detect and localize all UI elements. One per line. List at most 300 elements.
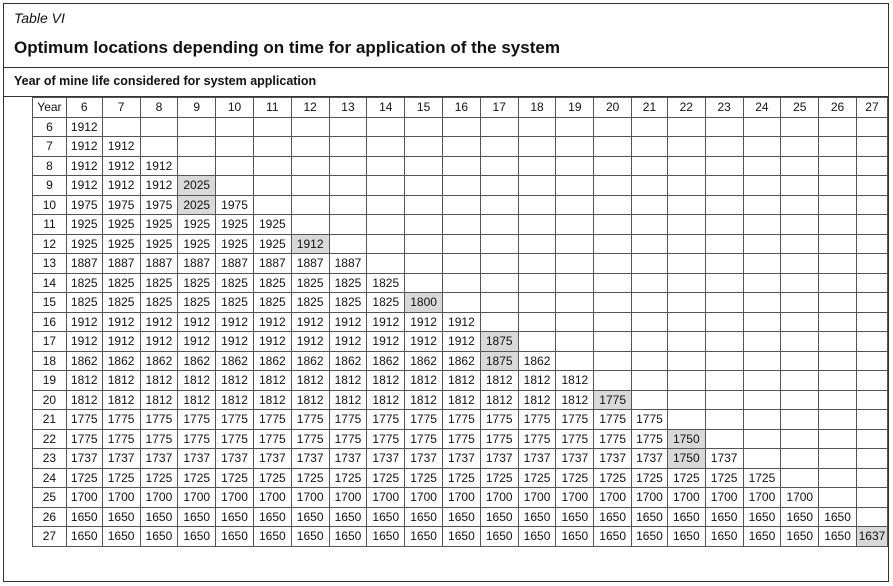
value-cell: 1725 — [367, 468, 405, 488]
column-header-12: 12 — [291, 98, 329, 118]
row-year-cell: 23 — [33, 449, 67, 469]
empty-cell — [632, 215, 668, 235]
empty-cell — [705, 351, 743, 371]
empty-cell — [480, 234, 518, 254]
empty-cell — [329, 156, 367, 176]
value-cell: 1825 — [140, 293, 178, 313]
value-cell: 1825 — [253, 293, 291, 313]
empty-cell — [518, 156, 556, 176]
empty-cell — [556, 176, 594, 196]
empty-cell — [178, 117, 216, 137]
empty-cell — [705, 332, 743, 352]
empty-cell — [253, 176, 291, 196]
empty-cell — [856, 215, 887, 235]
value-cell: 1725 — [480, 468, 518, 488]
empty-cell — [443, 195, 481, 215]
empty-cell — [632, 156, 668, 176]
empty-cell — [594, 176, 632, 196]
value-cell: 1812 — [216, 371, 254, 391]
value-cell: 1912 — [291, 312, 329, 332]
value-cell: 1812 — [329, 371, 367, 391]
value-cell: 1912 — [66, 332, 102, 352]
highlighted-value-cell: 1637 — [856, 527, 887, 547]
empty-cell — [178, 156, 216, 176]
value-cell: 1725 — [443, 468, 481, 488]
value-cell: 1775 — [405, 429, 443, 449]
empty-cell — [405, 215, 443, 235]
empty-cell — [856, 254, 887, 274]
value-cell: 1737 — [66, 449, 102, 469]
value-cell: 1775 — [443, 410, 481, 430]
value-cell: 1775 — [178, 429, 216, 449]
table-row — [33, 507, 888, 527]
value-cell: 1700 — [556, 488, 594, 508]
value-cell: 1775 — [443, 429, 481, 449]
empty-cell — [705, 371, 743, 391]
value-cell: 1825 — [66, 293, 102, 313]
empty-cell — [367, 195, 405, 215]
empty-cell — [405, 234, 443, 254]
value-cell: 1912 — [102, 156, 140, 176]
value-cell: 1737 — [216, 449, 254, 469]
value-cell: 1725 — [140, 468, 178, 488]
value-cell: 1650 — [594, 507, 632, 527]
value-cell: 1700 — [253, 488, 291, 508]
value-cell: 1775 — [367, 410, 405, 430]
empty-cell — [667, 117, 705, 137]
value-cell: 1650 — [329, 527, 367, 547]
value-cell: 1650 — [781, 507, 819, 527]
value-cell: 1925 — [178, 234, 216, 254]
table-row — [33, 449, 888, 469]
value-cell: 1725 — [178, 468, 216, 488]
empty-cell — [405, 254, 443, 274]
value-cell: 1725 — [632, 468, 668, 488]
empty-cell — [705, 273, 743, 293]
value-cell: 1650 — [140, 507, 178, 527]
value-cell: 1912 — [178, 332, 216, 352]
empty-cell — [743, 312, 781, 332]
value-cell: 1650 — [518, 527, 556, 547]
value-cell: 1650 — [329, 507, 367, 527]
value-cell: 1887 — [178, 254, 216, 274]
column-header-17: 17 — [480, 98, 518, 118]
empty-cell — [743, 176, 781, 196]
value-cell: 1812 — [405, 390, 443, 410]
table-row — [33, 332, 888, 352]
title-divider — [4, 67, 888, 68]
optimum-locations-table — [32, 97, 888, 547]
empty-cell — [856, 390, 887, 410]
row-year-cell: 9 — [33, 176, 67, 196]
value-cell: 1862 — [367, 351, 405, 371]
value-cell: 1700 — [405, 488, 443, 508]
empty-cell — [367, 234, 405, 254]
value-cell: 1650 — [367, 507, 405, 527]
value-cell: 1912 — [66, 176, 102, 196]
empty-cell — [819, 273, 857, 293]
value-cell: 1912 — [102, 176, 140, 196]
value-cell: 1737 — [329, 449, 367, 469]
value-cell: 1812 — [253, 371, 291, 391]
value-cell: 1650 — [632, 507, 668, 527]
value-cell: 1912 — [216, 332, 254, 352]
empty-cell — [518, 195, 556, 215]
empty-cell — [405, 195, 443, 215]
value-cell: 1925 — [140, 215, 178, 235]
table-row — [33, 273, 888, 293]
row-year-cell: 14 — [33, 273, 67, 293]
empty-cell — [480, 195, 518, 215]
value-cell: 1812 — [367, 371, 405, 391]
empty-cell — [856, 195, 887, 215]
value-cell: 1650 — [819, 527, 857, 547]
value-cell: 1775 — [594, 410, 632, 430]
value-cell: 1825 — [367, 293, 405, 313]
empty-cell — [856, 449, 887, 469]
empty-cell — [819, 488, 857, 508]
value-cell: 1700 — [102, 488, 140, 508]
row-year-cell: 7 — [33, 137, 67, 157]
empty-cell — [819, 429, 857, 449]
value-cell: 1650 — [480, 527, 518, 547]
highlighted-value-cell: 1875 — [480, 332, 518, 352]
empty-cell — [856, 410, 887, 430]
value-cell: 1825 — [102, 293, 140, 313]
empty-cell — [819, 215, 857, 235]
empty-cell — [405, 176, 443, 196]
empty-cell — [216, 156, 254, 176]
value-cell: 1775 — [291, 410, 329, 430]
value-cell: 1912 — [405, 312, 443, 332]
value-cell: 1862 — [66, 351, 102, 371]
value-cell: 1650 — [253, 527, 291, 547]
empty-cell — [743, 332, 781, 352]
table-row — [33, 390, 888, 410]
table-row — [33, 527, 888, 547]
value-cell: 1775 — [329, 429, 367, 449]
value-cell: 1825 — [102, 273, 140, 293]
empty-cell — [667, 293, 705, 313]
value-cell: 1812 — [66, 371, 102, 391]
empty-cell — [329, 137, 367, 157]
value-cell: 1812 — [367, 390, 405, 410]
empty-cell — [443, 137, 481, 157]
value-cell: 1775 — [632, 429, 668, 449]
value-cell: 1862 — [216, 351, 254, 371]
empty-cell — [743, 215, 781, 235]
value-cell: 1650 — [178, 527, 216, 547]
row-year-cell: 17 — [33, 332, 67, 352]
value-cell: 1912 — [178, 312, 216, 332]
value-cell: 1925 — [253, 215, 291, 235]
value-cell: 1812 — [329, 390, 367, 410]
value-cell: 1650 — [556, 527, 594, 547]
empty-cell — [667, 410, 705, 430]
empty-cell — [480, 254, 518, 274]
empty-cell — [781, 117, 819, 137]
value-cell: 1775 — [480, 429, 518, 449]
value-cell: 1925 — [66, 215, 102, 235]
empty-cell — [856, 468, 887, 488]
value-cell: 1912 — [140, 332, 178, 352]
empty-cell — [556, 351, 594, 371]
empty-cell — [594, 293, 632, 313]
empty-cell — [819, 176, 857, 196]
column-header-20: 20 — [594, 98, 632, 118]
empty-cell — [781, 410, 819, 430]
empty-cell — [632, 312, 668, 332]
empty-cell — [291, 117, 329, 137]
empty-cell — [443, 176, 481, 196]
highlighted-value-cell: 1800 — [405, 293, 443, 313]
value-cell: 1975 — [216, 195, 254, 215]
value-cell: 1812 — [216, 390, 254, 410]
value-cell: 1725 — [405, 468, 443, 488]
value-cell: 1912 — [405, 332, 443, 352]
value-cell: 1725 — [291, 468, 329, 488]
table-row — [33, 137, 888, 157]
empty-cell — [819, 371, 857, 391]
empty-cell — [518, 254, 556, 274]
value-cell: 1775 — [102, 410, 140, 430]
value-cell: 1862 — [405, 351, 443, 371]
empty-cell — [480, 312, 518, 332]
value-cell: 1825 — [367, 273, 405, 293]
empty-cell — [705, 410, 743, 430]
highlighted-value-cell: 1912 — [291, 234, 329, 254]
empty-cell — [556, 137, 594, 157]
empty-cell — [556, 332, 594, 352]
column-header-24: 24 — [743, 98, 781, 118]
empty-cell — [856, 507, 887, 527]
value-cell: 1825 — [253, 273, 291, 293]
empty-cell — [743, 449, 781, 469]
empty-cell — [367, 156, 405, 176]
column-header-8: 8 — [140, 98, 178, 118]
empty-cell — [594, 351, 632, 371]
highlighted-value-cell: 1750 — [667, 449, 705, 469]
empty-cell — [253, 156, 291, 176]
empty-cell — [632, 176, 668, 196]
value-cell: 1925 — [253, 234, 291, 254]
empty-cell — [856, 156, 887, 176]
column-header-26: 26 — [819, 98, 857, 118]
empty-cell — [518, 293, 556, 313]
empty-cell — [367, 137, 405, 157]
empty-cell — [856, 137, 887, 157]
empty-cell — [443, 273, 481, 293]
value-cell: 1650 — [291, 507, 329, 527]
highlighted-value-cell: 2025 — [178, 176, 216, 196]
highlighted-value-cell: 1775 — [594, 390, 632, 410]
empty-cell — [632, 195, 668, 215]
empty-cell — [443, 234, 481, 254]
value-cell: 1912 — [329, 332, 367, 352]
empty-cell — [705, 117, 743, 137]
empty-cell — [781, 293, 819, 313]
header-row — [33, 98, 888, 118]
empty-cell — [518, 273, 556, 293]
value-cell: 1912 — [102, 137, 140, 157]
empty-cell — [781, 176, 819, 196]
empty-cell — [518, 234, 556, 254]
column-header-9: 9 — [178, 98, 216, 118]
empty-cell — [556, 312, 594, 332]
value-cell: 1912 — [216, 312, 254, 332]
row-year-cell: 19 — [33, 371, 67, 391]
value-cell: 1650 — [667, 507, 705, 527]
empty-cell — [518, 137, 556, 157]
value-cell: 1912 — [443, 312, 481, 332]
value-cell: 1812 — [405, 371, 443, 391]
table-label: Table VI — [14, 10, 65, 26]
empty-cell — [667, 176, 705, 196]
empty-cell — [781, 449, 819, 469]
value-cell: 1650 — [253, 507, 291, 527]
value-cell: 1775 — [216, 410, 254, 430]
value-cell: 1650 — [66, 527, 102, 547]
value-cell: 1812 — [291, 390, 329, 410]
value-cell: 1775 — [367, 429, 405, 449]
empty-cell — [329, 234, 367, 254]
empty-cell — [667, 137, 705, 157]
column-header-14: 14 — [367, 98, 405, 118]
value-cell: 1775 — [102, 429, 140, 449]
value-cell: 1725 — [253, 468, 291, 488]
value-cell: 1975 — [140, 195, 178, 215]
value-cell: 1650 — [743, 507, 781, 527]
empty-cell — [705, 390, 743, 410]
empty-cell — [594, 273, 632, 293]
column-header-23: 23 — [705, 98, 743, 118]
empty-cell — [781, 234, 819, 254]
value-cell: 1650 — [518, 507, 556, 527]
empty-cell — [667, 332, 705, 352]
row-year-cell: 11 — [33, 215, 67, 235]
value-cell: 1812 — [556, 371, 594, 391]
empty-cell — [556, 117, 594, 137]
row-year-cell: 6 — [33, 117, 67, 137]
value-cell: 1650 — [667, 527, 705, 547]
value-cell: 1737 — [367, 449, 405, 469]
year-header-cell: Year — [33, 98, 67, 118]
empty-cell — [743, 371, 781, 391]
empty-cell — [743, 234, 781, 254]
empty-cell — [856, 488, 887, 508]
empty-cell — [705, 234, 743, 254]
value-cell: 1862 — [253, 351, 291, 371]
value-cell: 1862 — [291, 351, 329, 371]
value-cell: 1912 — [102, 312, 140, 332]
value-cell: 1912 — [102, 332, 140, 352]
empty-cell — [743, 351, 781, 371]
empty-cell — [405, 273, 443, 293]
empty-cell — [632, 332, 668, 352]
value-cell: 1700 — [705, 488, 743, 508]
empty-cell — [556, 293, 594, 313]
empty-cell — [632, 234, 668, 254]
empty-cell — [856, 351, 887, 371]
column-header-15: 15 — [405, 98, 443, 118]
column-header-19: 19 — [556, 98, 594, 118]
value-cell: 1825 — [178, 273, 216, 293]
empty-cell — [743, 429, 781, 449]
value-cell: 1912 — [140, 312, 178, 332]
empty-cell — [856, 273, 887, 293]
value-cell: 1700 — [329, 488, 367, 508]
value-cell: 1775 — [480, 410, 518, 430]
empty-cell — [781, 351, 819, 371]
empty-cell — [781, 312, 819, 332]
empty-cell — [480, 156, 518, 176]
value-cell: 1650 — [443, 507, 481, 527]
table-title: Optimum locations depending on time for application of the system — [14, 38, 560, 57]
empty-cell — [443, 156, 481, 176]
row-year-cell: 18 — [33, 351, 67, 371]
value-cell: 1862 — [102, 351, 140, 371]
value-cell: 1812 — [140, 390, 178, 410]
empty-cell — [781, 137, 819, 157]
value-cell: 1812 — [140, 371, 178, 391]
empty-cell — [556, 195, 594, 215]
value-cell: 1912 — [140, 156, 178, 176]
empty-cell — [405, 156, 443, 176]
empty-cell — [367, 176, 405, 196]
value-cell: 1912 — [367, 332, 405, 352]
empty-cell — [781, 429, 819, 449]
value-cell: 1862 — [178, 351, 216, 371]
value-cell: 1862 — [329, 351, 367, 371]
empty-cell — [743, 156, 781, 176]
value-cell: 1912 — [66, 117, 102, 137]
empty-cell — [556, 156, 594, 176]
empty-cell — [819, 351, 857, 371]
empty-cell — [556, 273, 594, 293]
empty-cell — [632, 273, 668, 293]
empty-cell — [667, 156, 705, 176]
empty-cell — [178, 137, 216, 157]
empty-cell — [667, 195, 705, 215]
empty-cell — [291, 195, 329, 215]
value-cell: 1812 — [102, 371, 140, 391]
empty-cell — [743, 293, 781, 313]
table-row — [33, 215, 888, 235]
empty-cell — [743, 390, 781, 410]
empty-cell — [781, 156, 819, 176]
column-header-16: 16 — [443, 98, 481, 118]
value-cell: 1812 — [443, 371, 481, 391]
empty-cell — [556, 254, 594, 274]
empty-cell — [743, 254, 781, 274]
empty-cell — [518, 117, 556, 137]
value-cell: 1650 — [405, 507, 443, 527]
value-cell: 1725 — [667, 468, 705, 488]
empty-cell — [856, 312, 887, 332]
empty-cell — [480, 293, 518, 313]
value-cell: 1725 — [556, 468, 594, 488]
value-cell: 1725 — [705, 468, 743, 488]
table-row — [33, 117, 888, 137]
empty-cell — [443, 254, 481, 274]
empty-cell — [594, 195, 632, 215]
empty-cell — [594, 137, 632, 157]
value-cell: 1887 — [102, 254, 140, 274]
empty-cell — [819, 137, 857, 157]
value-cell: 1700 — [667, 488, 705, 508]
empty-cell — [781, 390, 819, 410]
empty-cell — [856, 429, 887, 449]
